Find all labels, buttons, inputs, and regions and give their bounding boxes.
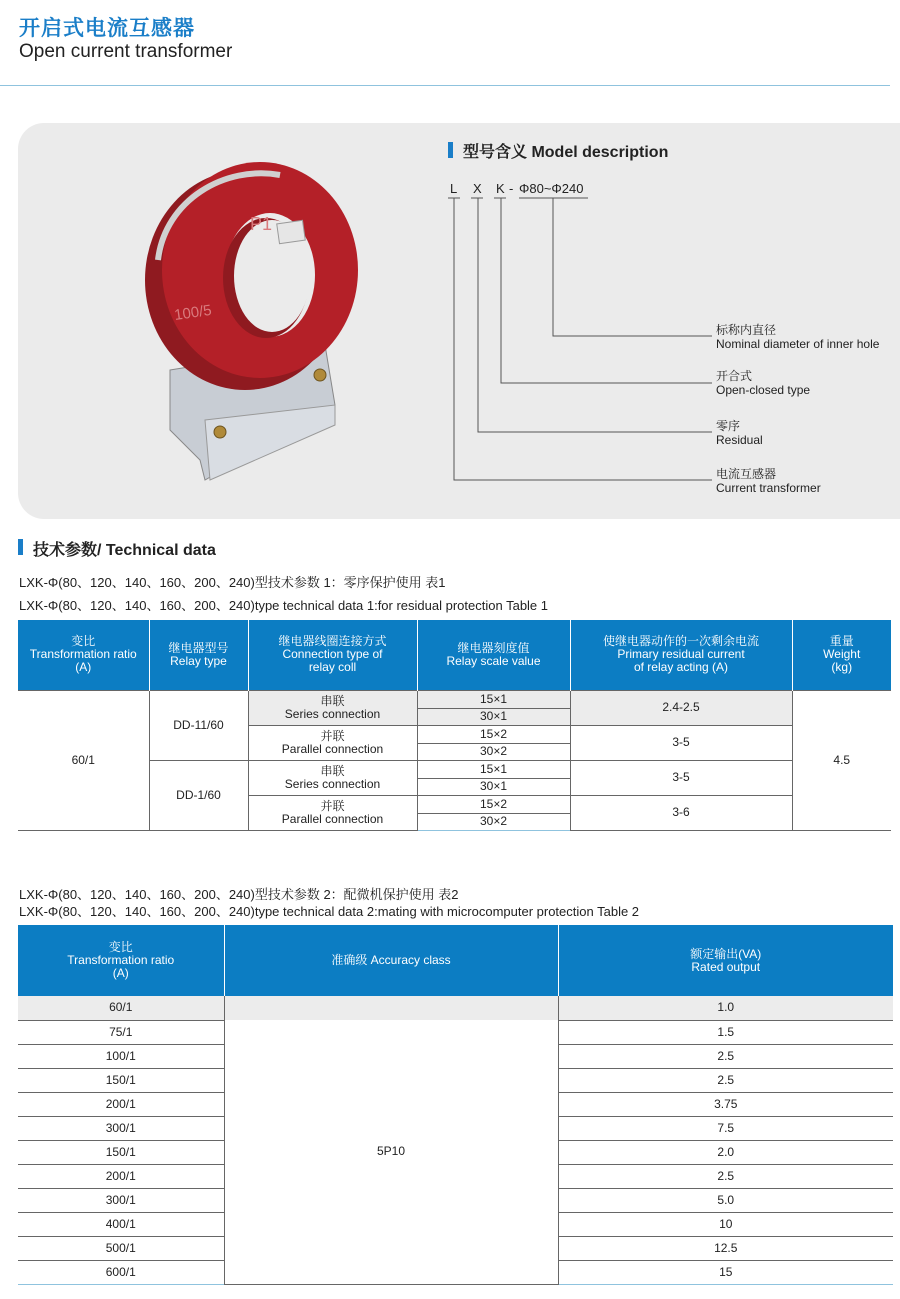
- table1-weight-cell: 4.5: [792, 690, 891, 830]
- table1-scale-cell: 30×1: [417, 708, 570, 725]
- legend-cn: 零序: [716, 419, 741, 433]
- table2-ratio-cell: 500/1: [18, 1236, 224, 1260]
- model-title: 型号含义 Model description: [463, 144, 669, 161]
- table2-ratio-cell: 150/1: [18, 1068, 224, 1092]
- table2-output-cell: 2.5: [558, 1068, 893, 1092]
- table1: [18, 620, 891, 831]
- table2-ratio-cell: 60/1: [18, 996, 224, 1020]
- table1-connection-cell: 并联 Parallel connection: [248, 795, 417, 830]
- table2-ratio-cell: 300/1: [18, 1116, 224, 1140]
- table1-relay-type-cell: DD-11/60: [149, 690, 248, 760]
- table2-accuracy-spacer: [224, 996, 558, 1020]
- table1-scale-cell: 30×2: [417, 813, 570, 830]
- table1-ratio-cell: 60/1: [18, 690, 149, 830]
- page-title-en: Open current transformer: [19, 41, 233, 62]
- table2-header-accuracy: 准确级 Accuracy class: [224, 925, 558, 996]
- table1-scale-cell: 15×2: [417, 725, 570, 743]
- table2-ratio-cell: 400/1: [18, 1212, 224, 1236]
- table1-connection-cell: 串联 Series connection: [248, 760, 417, 795]
- legend-cn: 电流互感器: [716, 467, 777, 481]
- legend-en: Residual: [716, 433, 763, 447]
- table1-caption-en: LXK-Φ(80、120、140、160、200、240)type technical data 1:for residual protection Table 1: [19, 598, 549, 613]
- legend-en: Nominal diameter of inner hole: [716, 337, 880, 351]
- table2-caption-cn: LXK-Φ(80、120、140、160、200、240)型技术参数 2：配微机保护使用 表2: [19, 887, 459, 902]
- table1-scale-cell: 15×1: [417, 760, 570, 778]
- table1-scale-cell: 30×1: [417, 778, 570, 795]
- table2-output-cell: 5.0: [558, 1188, 893, 1212]
- table2-ratio-cell: 300/1: [18, 1188, 224, 1212]
- table1-scale-cell: 15×2: [417, 795, 570, 813]
- model-code-diameter: Φ80~Φ240: [519, 181, 584, 196]
- legend-nominal-diameter: [716, 323, 879, 351]
- section-title: 技术参数/ Technical data: [33, 542, 216, 559]
- table2-output-cell: 2.5: [558, 1164, 893, 1188]
- table1-header-current: 使继电器动作的一次剩余电流 Primary residual current of relay acting (A): [570, 620, 792, 690]
- table2-ratio-cell: 150/1: [18, 1140, 224, 1164]
- model-code-dash: -: [509, 181, 514, 196]
- table1-relay-type-cell: DD-1/60: [149, 760, 248, 830]
- table2-output-cell: 1.5: [558, 1020, 893, 1044]
- table1-header-ratio: 变比 Transformation ratio (A): [18, 620, 149, 690]
- table1-header-weight: 重量 Weight (kg): [792, 620, 891, 690]
- legend-cn: 标称内直径: [716, 323, 777, 337]
- table1-scale-cell: 30×2: [417, 743, 570, 760]
- table1-current-cell: 3-5: [570, 725, 792, 760]
- legend-residual: [716, 419, 763, 447]
- table2-ratio-cell: 100/1: [18, 1044, 224, 1068]
- legend-cn: 开合式: [716, 369, 753, 383]
- ring-label-ratio: 100/5: [173, 301, 213, 324]
- table1-connection-cell: 并联 Parallel connection: [248, 725, 417, 760]
- table2-header-output: 额定输出(VA) Rated output: [558, 925, 893, 996]
- model-code-x: X: [473, 181, 482, 196]
- table2-ratio-cell: 200/1: [18, 1092, 224, 1116]
- table2-output-cell: 3.75: [558, 1092, 893, 1116]
- model-leader-lines: [0, 0, 900, 520]
- table2: [18, 925, 893, 1285]
- legend-current-transformer: [716, 467, 821, 495]
- table2-accuracy-cell: 5P10: [224, 1020, 558, 1284]
- table1-connection-cell: 串联 Series connection: [248, 690, 417, 725]
- table2-ratio-cell: 75/1: [18, 1020, 224, 1044]
- table2-ratio-cell: 600/1: [18, 1260, 224, 1284]
- table1-header-connection: 继电器线圈连接方式 Connection type of relay coll: [248, 620, 417, 690]
- section-title-marker: [18, 539, 23, 555]
- page-title-cn: 开启式电流互感器: [19, 17, 195, 40]
- model-code-k: K: [496, 181, 505, 196]
- table1-current-cell: 3-6: [570, 795, 792, 830]
- table2-header-ratio: 变比 Transformation ratio (A): [18, 925, 224, 996]
- table2-output-cell: 15: [558, 1260, 893, 1284]
- model-code-l: L: [450, 181, 458, 196]
- table2-ratio-cell: 200/1: [18, 1164, 224, 1188]
- table1-scale-cell: 15×1: [417, 690, 570, 708]
- table2-caption-en: LXK-Φ(80、120、140、160、200、240)type technical data 2:mating with microcomputer protection Table 2: [19, 904, 640, 919]
- ring-label-p1: P1: [250, 214, 273, 234]
- table1-current-cell: 3-5: [570, 760, 792, 795]
- table2-output-cell: 2.5: [558, 1044, 893, 1068]
- table2-output-cell: 2.0: [558, 1140, 893, 1164]
- table1-header-relay-type: 继电器型号 Relay type: [149, 620, 248, 690]
- table2-output-cell: 10: [558, 1212, 893, 1236]
- table2-output-cell: 12.5: [558, 1236, 893, 1260]
- legend-en: Current transformer: [716, 481, 821, 495]
- legend-en: Open-closed type: [716, 383, 811, 397]
- table2-output-cell: 1.0: [558, 996, 893, 1020]
- table2-output-cell: 7.5: [558, 1116, 893, 1140]
- table1-header-scale: 继电器刻度值 Relay scale value: [417, 620, 570, 690]
- legend-open-closed: [716, 369, 810, 397]
- table1-current-cell: 2.4-2.5: [570, 690, 792, 725]
- table1-caption-cn: LXK-Φ(80、120、140、160、200、240)型技术参数 1：零序保护使用 表1: [19, 575, 446, 590]
